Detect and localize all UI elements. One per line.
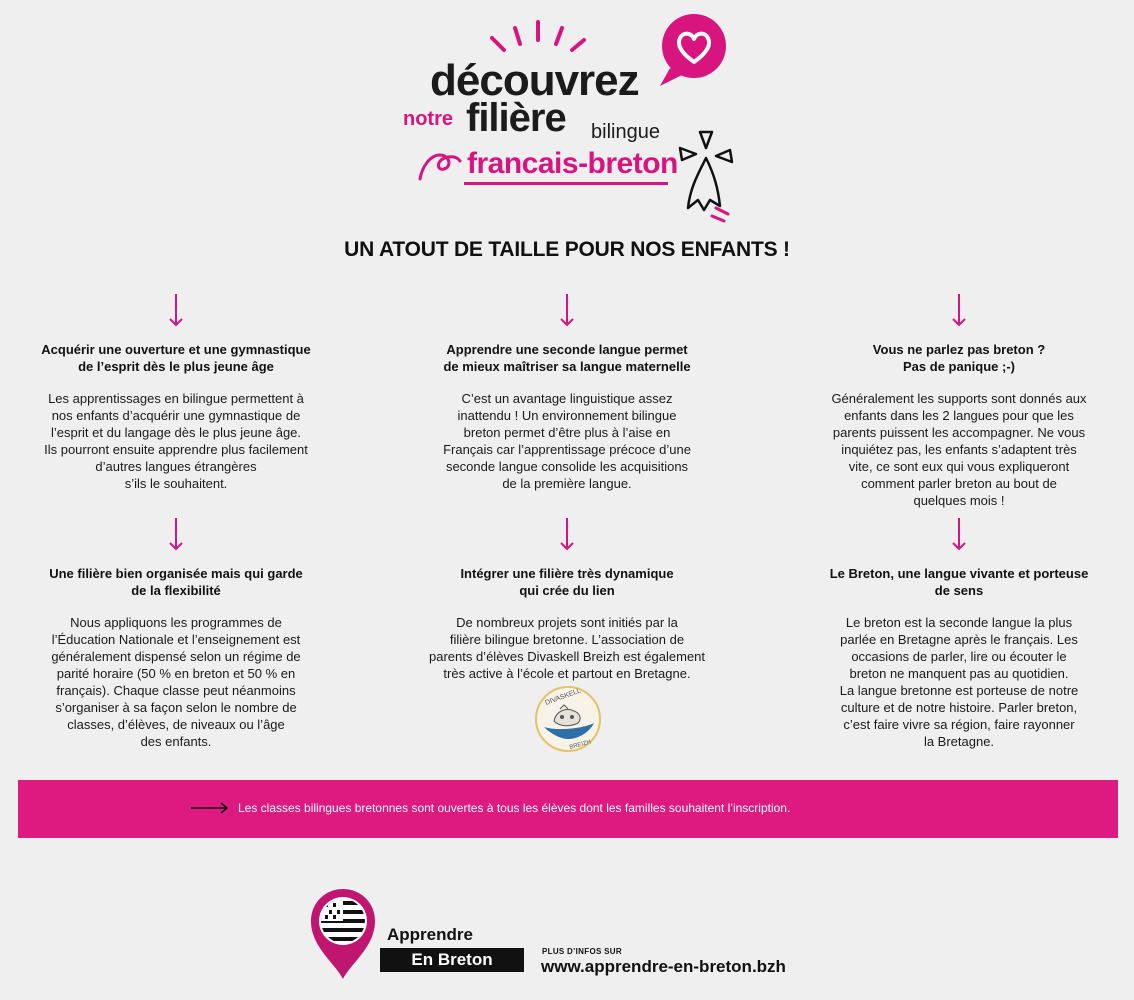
card-title: Vous ne parlez pas breton ? Pas de panique ;-): [872, 342, 1046, 374]
map-pin-logo-icon: [307, 883, 379, 983]
brand-line2: En Breton: [411, 950, 493, 969]
more-info-label: PLUS D’INFOS SUR: [542, 947, 622, 956]
card-ouverture: [16, 292, 336, 492]
swirl-icon: [416, 145, 464, 185]
card-body: Les apprentissages en bilingue permettent à nos enfants d’acquérir une gymnastique de l’esprit et du langage dès le plus jeune âge. Ils pourront ensuite apprendre plus facilement d’autres langues étrangères s’ils le souhaitent.: [44, 391, 308, 491]
card-title: Acquérir une ouverture et une gymnastique de l’esprit dès le plus jeune âge: [41, 342, 311, 374]
ermine-icon: [676, 128, 736, 224]
header-languages: francais-breton: [467, 147, 678, 180]
tagline: UN ATOUT DE TAILLE POUR NOS ENFANTS !: [344, 238, 790, 261]
card-body: De nombreux projets sont initiés par la filière bilingue bretonne. L’association de parents d’élèves Divaskell Breizh est également très active à l’école et partout en Bretagne.: [428, 615, 706, 681]
logo-bottom-text: BREIZH: [568, 739, 592, 751]
card-dynamique: [407, 516, 727, 682]
card-body: Généralement les supports sont donnés aux enfants dans les 2 langues pour que les parents puissent les accompagner. Ne vous inquiétez pas, les enfants s’adaptent très vite, ce sont eux qui vous expliqueront comment parler breton au bout de quelques mois !: [831, 391, 1087, 508]
arrow-down-icon: [168, 292, 184, 328]
card-langue-vivante: [799, 516, 1119, 750]
card-pas-de-panique: [799, 292, 1119, 509]
header-filiere: filière: [466, 96, 566, 140]
header-bilingue: bilingue: [591, 121, 660, 143]
logo-top-text: DIVASKELL: [544, 687, 583, 707]
card-body: Le breton est la seconde langue la plus parlée en Bretagne après le français. Les occasions de parler, lire ou écouter le breton ne manquent pas au quotidien. La langue bretonne est porteuse de notre culture et de notre histoire. Parler breton, c’est faire vivre sa région, faire rayonner la Bretagne.: [839, 615, 1079, 749]
card-title: Intégrer une filière très dynamique qui crée du lien: [460, 566, 674, 598]
arrow-down-icon: [951, 516, 967, 552]
card-body: Nous appliquons les programmes de l’Éducation Nationale et l’enseignement est généralement dispensé selon un régime de parité horaire (50 % en breton et 50 % en français). Chaque classe peut néanmoins s’organiser à sa façon selon le nombre de classes, d’élèves, de niveaux ou l’âge des enfants.: [51, 615, 301, 749]
arrow-down-icon: [559, 292, 575, 328]
card-title: Apprendre une seconde langue permet de mieux maîtriser sa langue maternelle: [443, 342, 691, 374]
card-title: Le Breton, une langue vivante et porteuse de sens: [829, 566, 1089, 598]
arrow-down-icon: [559, 516, 575, 552]
banner-text: Les classes bilingues bretonnes sont ouvertes à tous les élèves dont les familles souhaitent l’inscription.: [238, 801, 791, 815]
header-title: découvrez: [430, 56, 639, 105]
heart-speech-bubble-icon: [650, 10, 730, 90]
card-organisation: [16, 516, 336, 750]
arrow-down-icon: [168, 516, 184, 552]
arrow-right-icon: [190, 801, 230, 815]
website-link[interactable]: www.apprendre-en-breton.bzh: [541, 957, 786, 976]
brand-line1: Apprendre: [387, 925, 473, 944]
card-title: Une filière bien organisée mais qui garde de la flexibilité: [49, 566, 303, 598]
languages-underline: [464, 182, 668, 185]
arrow-down-icon: [951, 292, 967, 328]
card-seconde-langue: [407, 292, 727, 492]
card-body: C’est un avantage linguistique assez inattendu ! Un environnement bilingue breton permet d’être plus à l’aise en Français car l’apprentissage précoce d’une seconde langue consolide les acquisitions de la première langue.: [443, 391, 691, 491]
header-notre: notre: [403, 108, 453, 130]
divaskell-breizh-logo: [532, 683, 604, 755]
